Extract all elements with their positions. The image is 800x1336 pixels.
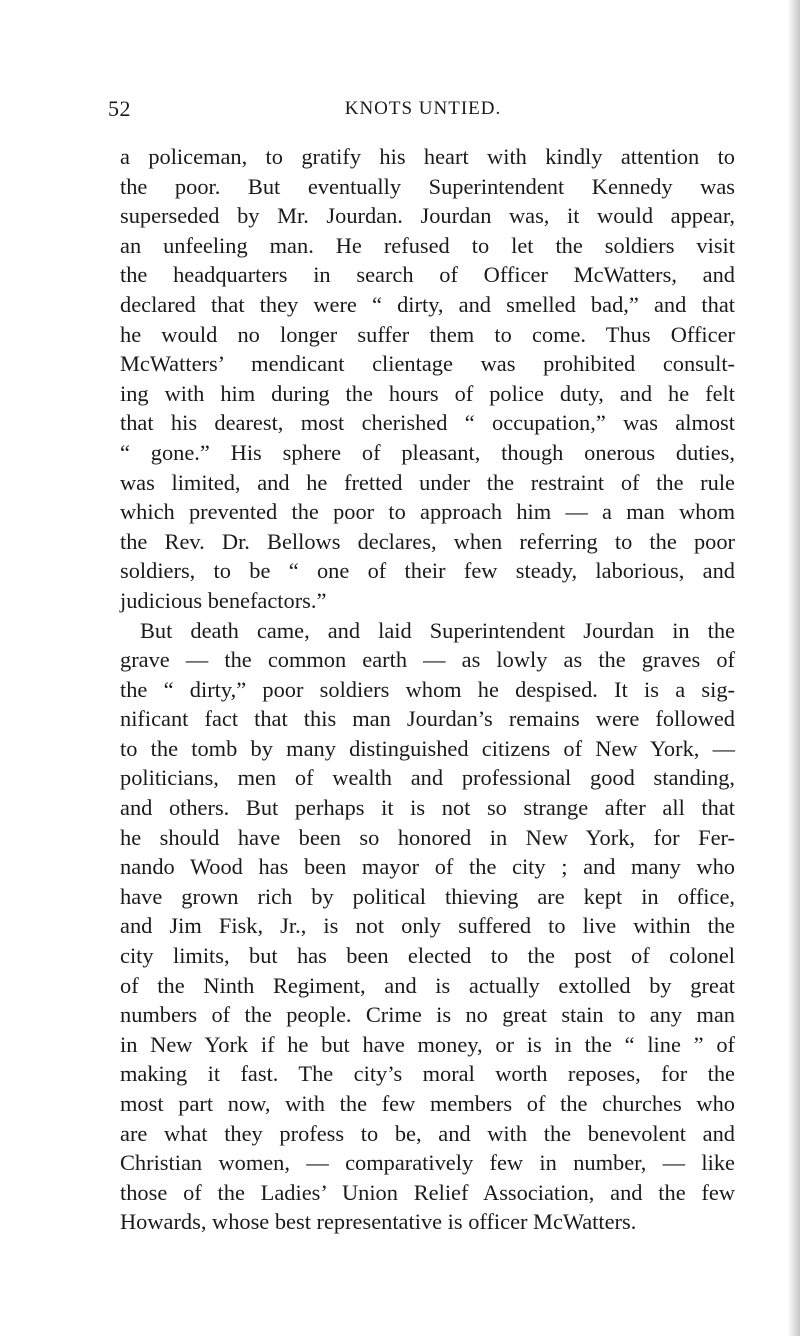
text-line: making it fast. The city’s moral worth reposes, for the: [120, 1061, 735, 1087]
text-line: But death came, and laid Superintendent Jourdan in the: [140, 617, 735, 643]
text-line: which prevented the poor to approach him — a man whom: [120, 499, 735, 525]
text-line: politicians, men of wealth and professional good standing,: [120, 765, 735, 791]
running-head: [108, 96, 738, 124]
text-line: nando Wood has been mayor of the city ; and many who: [120, 854, 735, 880]
text-line: are what they profess to be, and with the benevolent and: [120, 1120, 735, 1146]
text-line: was limited, and he fretted under the restraint of the rule: [120, 469, 735, 495]
text-line: ing with him during the hours of police duty, and he felt: [120, 380, 735, 406]
text-line: and Jim Fisk, Jr., is not only suffered to live within the: [120, 913, 735, 939]
page-number: 52: [108, 96, 131, 121]
text-line: Howards, whose best representative is officer McWatters.: [120, 1209, 637, 1235]
paragraph-2: [120, 616, 735, 1237]
text-line: he would no longer suffer them to come. Thus Officer: [120, 321, 735, 347]
text-line: an unfeeling man. He refused to let the soldiers visit: [120, 232, 735, 258]
text-line: and others. But perhaps it is not so strange after all that: [120, 795, 735, 821]
text-line: he should have been so honored in New York, for Fer-: [120, 824, 735, 850]
text-line: a policeman, to gratify his heart with kindly attention to: [120, 144, 735, 169]
page-edge-shadow: [788, 0, 800, 1336]
text-line: soldiers, to be “ one of their few steady, laborious, and: [120, 558, 735, 584]
body-text: [120, 142, 735, 1237]
text-line: Christian women, — comparatively few in number, — like: [120, 1150, 735, 1176]
text-line: declared that they were “ dirty, and smelled bad,” and that: [120, 291, 735, 317]
text-line: superseded by Mr. Jourdan. Jourdan was, it would appear,: [120, 203, 735, 229]
text-line: to the tomb by many distinguished citizens of New York, —: [120, 735, 735, 761]
text-line: have grown rich by political thieving are kept in office,: [120, 883, 735, 909]
text-line: McWatters’ mendicant clientage was prohibited consult-: [120, 351, 735, 377]
text-line: that his dearest, most cherished “ occupation,” was almost: [120, 410, 735, 436]
text-line: grave — the common earth — as lowly as the graves of: [120, 647, 735, 673]
text-line: “ gone.” His sphere of pleasant, though onerous duties,: [120, 439, 735, 465]
text-line: nificant fact that this man Jourdan’s remains were followed: [120, 706, 735, 732]
text-line: the headquarters in search of Officer McWatters, and: [120, 262, 735, 288]
text-line: of the Ninth Regiment, and is actually extolled by great: [120, 972, 735, 998]
text-line: the Rev. Dr. Bellows declares, when referring to the poor: [120, 528, 735, 554]
text-line: in New York if he but have money, or is in the “ line ” of: [120, 1031, 735, 1057]
text-line: judicious benefactors.”: [120, 587, 327, 613]
text-line: numbers of the people. Crime is no great stain to any man: [120, 1002, 735, 1028]
text-line: the poor. But eventually Superintendent Kennedy was: [120, 173, 735, 199]
text-line: most part now, with the few members of the churches who: [120, 1091, 735, 1116]
text-line: those of the Ladies’ Union Relief Association, and the few: [120, 1179, 735, 1205]
running-title: KNOTS UNTIED.: [344, 98, 502, 119]
text-line: city limits, but has been elected to the post of colonel: [120, 943, 735, 969]
text-line: the “ dirty,” poor soldiers whom he despised. It is a sig-: [120, 676, 735, 702]
paragraph-1: [120, 142, 735, 616]
